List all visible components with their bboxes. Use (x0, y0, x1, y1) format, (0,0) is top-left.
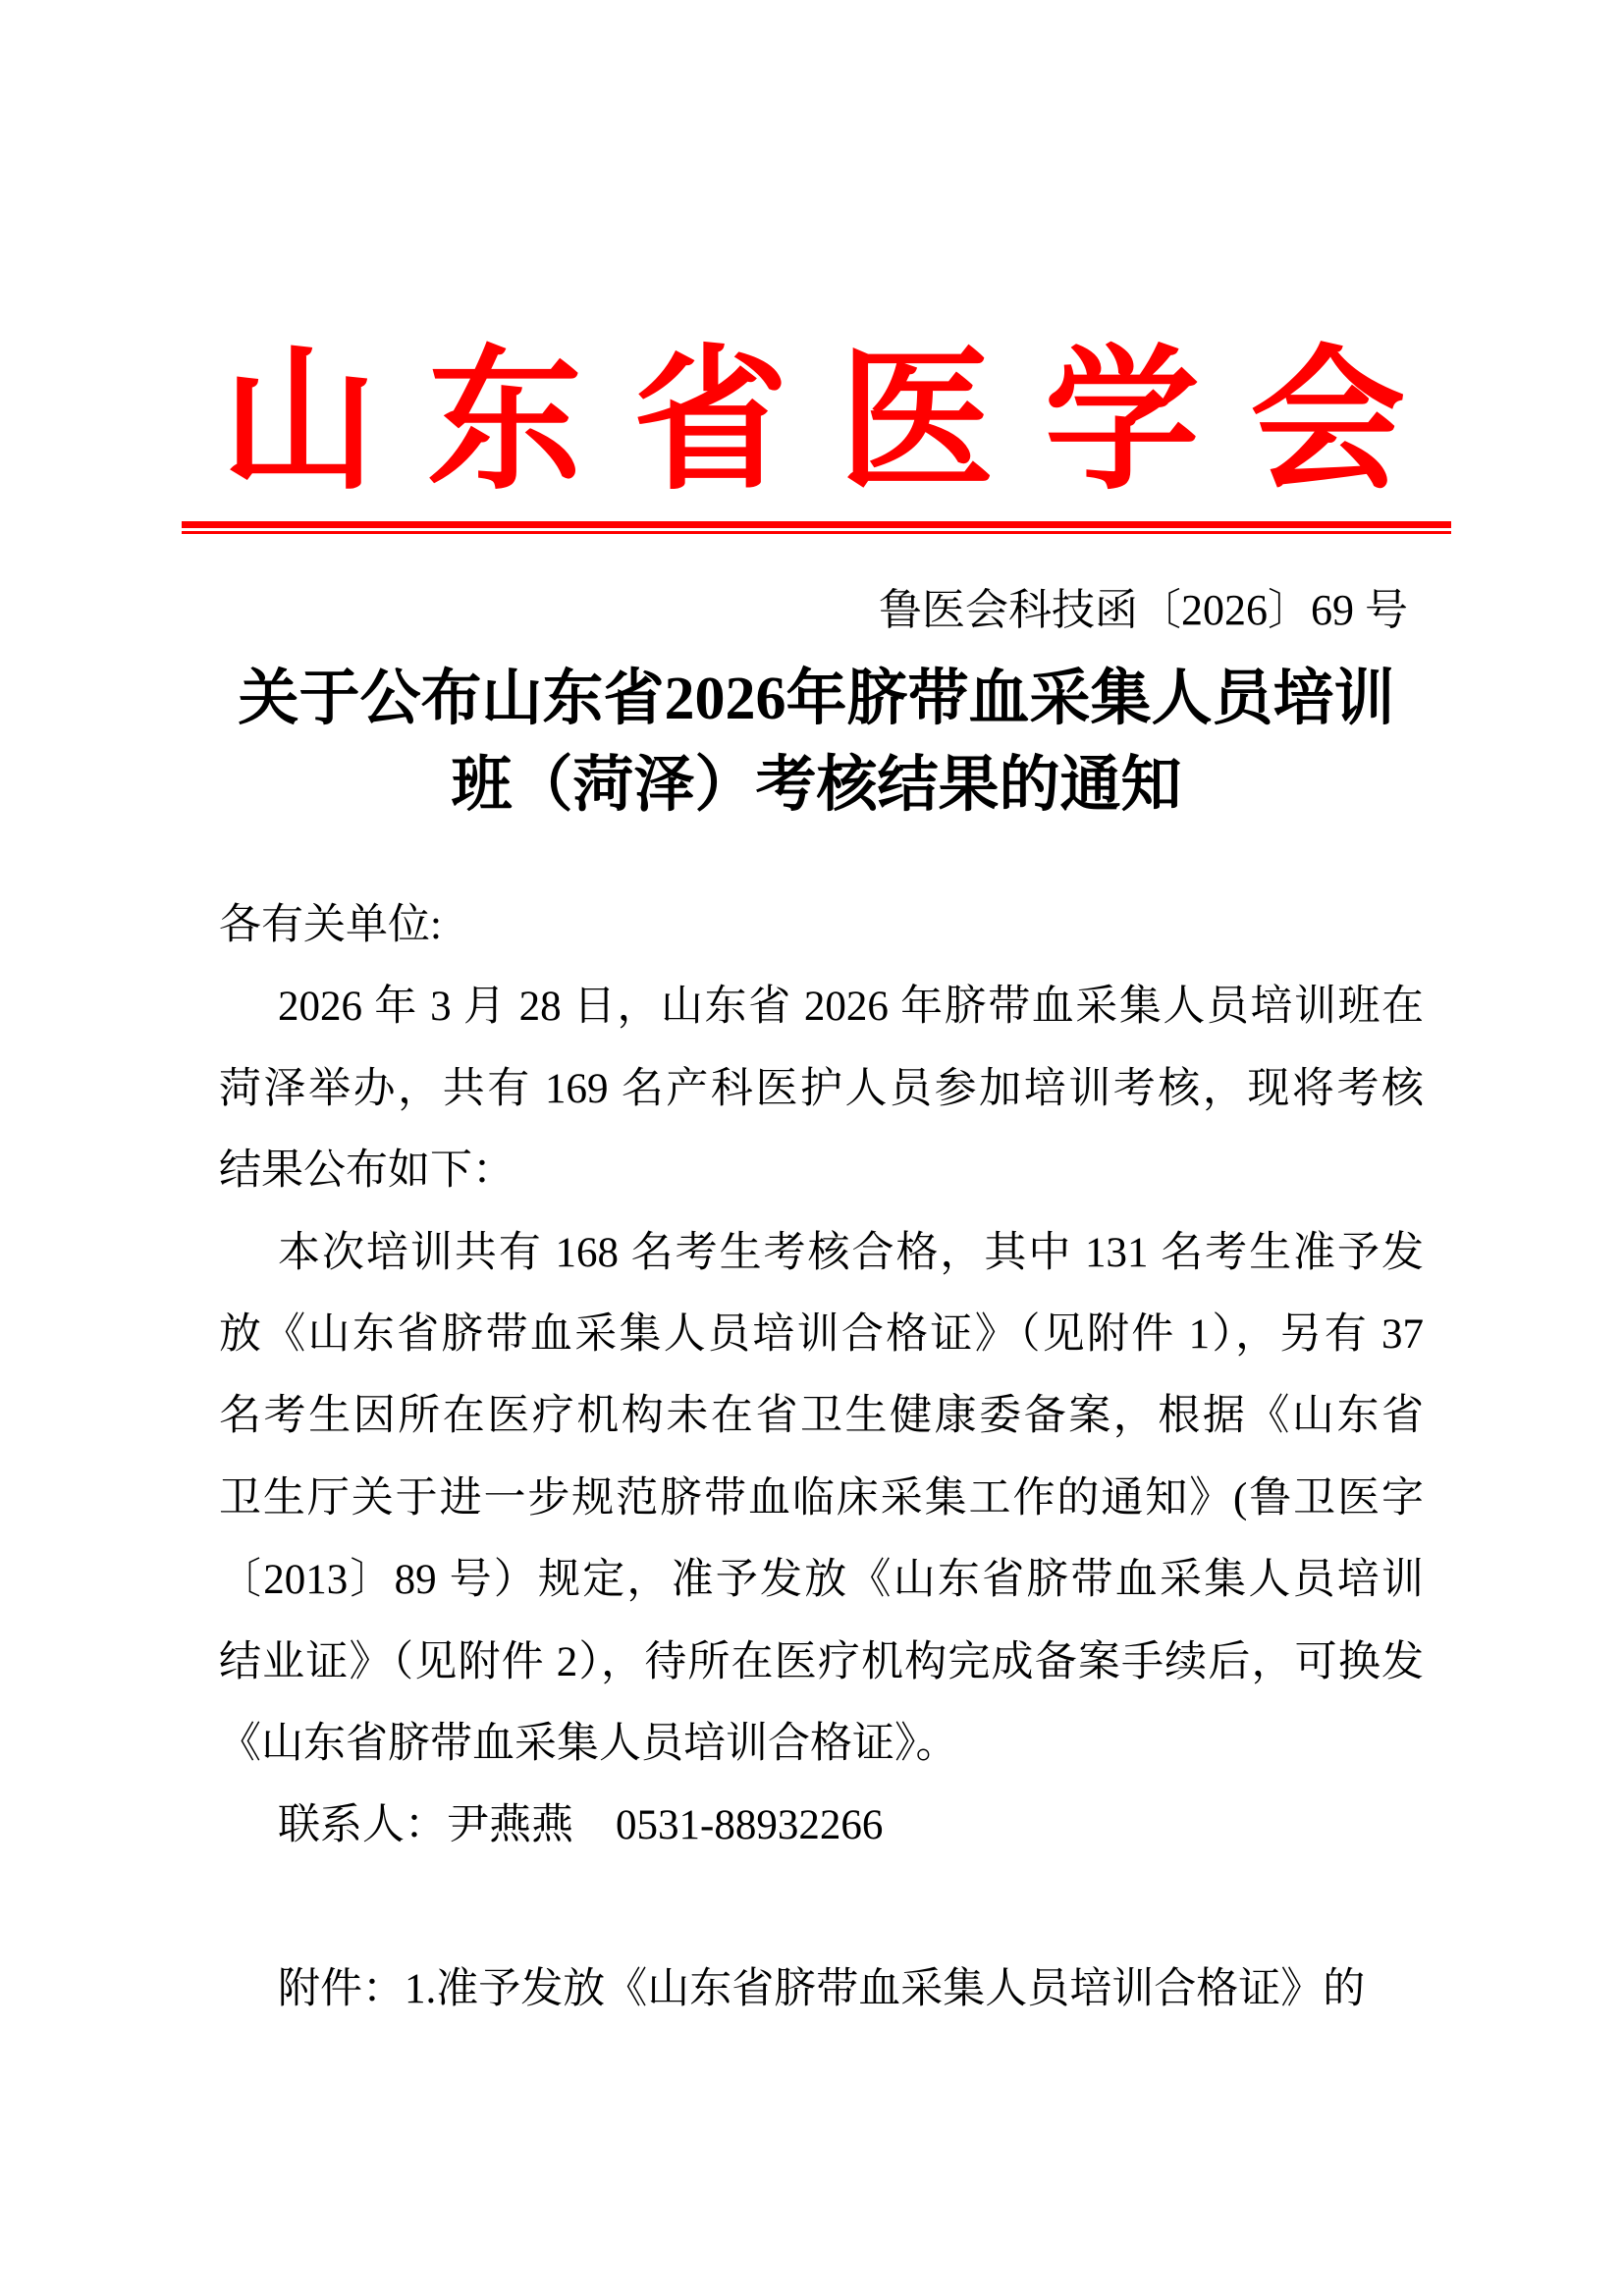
body-line-salutation: 各有关单位: (219, 902, 442, 948)
body-line: 本次培训共有 168 名考生考核合格，其中 131 名考生准予发 (278, 1229, 1424, 1276)
body-line: 放《山东省脐带血采集人员培训合格证》（见附件 1），另有 37 (219, 1310, 1424, 1358)
document-number: 鲁医会科技函〔2026〕69 号 (879, 586, 1408, 634)
notice-title-line1: 关于公布山东省2026年脐带血采集人员培训 (238, 666, 1395, 732)
body-line: 结果公布如下： (219, 1148, 514, 1195)
body-line-contact: 联系人：尹燕燕 0531-88932266 (278, 1802, 884, 1849)
body-line: 菏泽举办，共有 169 名产科医护人员参加培训考核，现将考核 (219, 1065, 1424, 1112)
org-masthead-title: 山 东 省 医 学 会 (221, 337, 1412, 508)
red-rule-thin-bar (182, 531, 1451, 534)
body-line: 结业证》（见附件 2），待所在医疗机构完成备案手续后，可换发 (219, 1638, 1424, 1685)
body-line: 〔2013〕89 号）规定，准予发放《山东省脐带血采集人员培训 (219, 1557, 1424, 1604)
body-line: 《山东省脐带血采集人员培训合格证》。 (219, 1720, 958, 1767)
red-rule-thick-bar (182, 521, 1451, 528)
body-blank-line (219, 1867, 1424, 1949)
body-line-attachment: 附件：1.准予发放《山东省脐带血采集人员培训合格证》的 (278, 1966, 1366, 2013)
notice-body (219, 884, 1424, 2030)
body-line: 名考生因所在医疗机构未在省卫生健康委备案，根据《山东省 (219, 1393, 1424, 1440)
red-divider-rule (182, 521, 1451, 534)
body-line: 2026 年 3 月 28 日，山东省 2026 年脐带血采集人员培训班在 (278, 984, 1424, 1031)
notice-title (182, 656, 1451, 828)
body-line: 卫生厅关于进一步规范脐带血临床采集工作的通知》(鲁卫医字 (219, 1474, 1424, 1522)
notice-title-line2: 班（菏泽）考核结果的通知 (451, 752, 1182, 819)
